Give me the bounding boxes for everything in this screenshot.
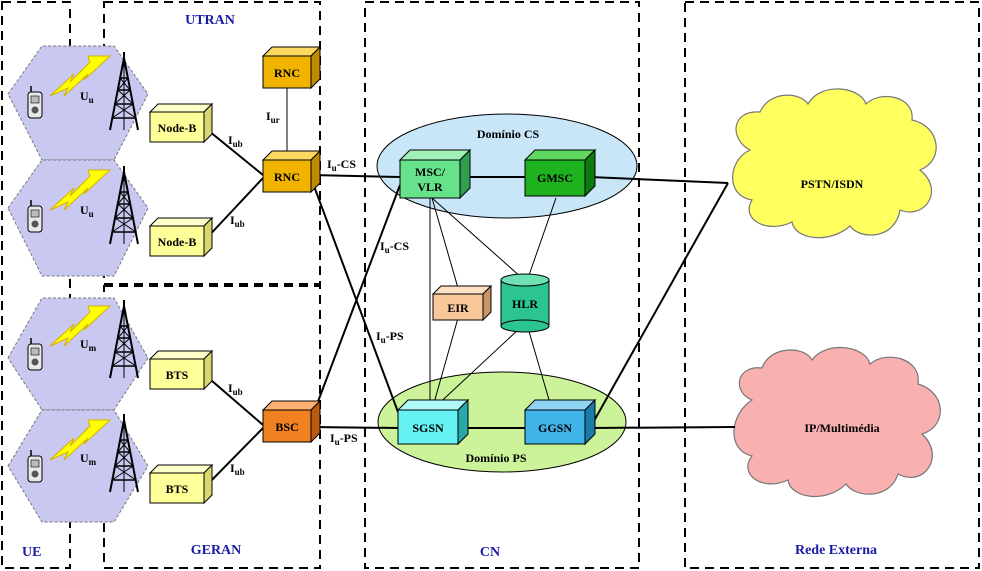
ue-region-title: UE — [22, 545, 42, 560]
bts-1-box[interactable] — [150, 351, 212, 389]
iub-interface-label: $I_{ub}$ — [230, 461, 245, 477]
msc-vlr-label-line2: VLR — [417, 180, 443, 194]
ip-cloud-label: IP/Multimédia — [804, 421, 880, 435]
iu-ps-interface-label: $I_u-PS$ — [330, 431, 358, 447]
iu-ps-interface-label: $I_u-PS$ — [376, 329, 404, 345]
sgsn-box[interactable] — [398, 400, 468, 444]
pstn-cloud-label: PSTN/ISDN — [800, 177, 864, 191]
ggsn-label: GGSN — [537, 421, 573, 435]
link-bts1-bsc — [204, 374, 263, 425]
rnc-top-box[interactable] — [263, 47, 320, 88]
bsc-label: BSC — [275, 420, 299, 434]
bts-2-box[interactable] — [150, 465, 212, 503]
gmsc-box[interactable] — [525, 150, 595, 196]
eir-box[interactable] — [433, 286, 491, 320]
rnc-main-label: RNC — [274, 170, 300, 184]
link-rnc-sgsn — [311, 178, 398, 412]
eir-label: EIR — [447, 301, 469, 315]
iub-interface-label: $I_{ub}$ — [228, 381, 243, 397]
rnc-main-box[interactable] — [263, 151, 320, 192]
cs-domain-label: Domínio CS — [476, 127, 540, 141]
link-bsc-msc — [311, 185, 400, 420]
link-nodeb1-rnc — [204, 127, 263, 175]
cn-region-title: CN — [479, 545, 501, 560]
iub-interface-label: $I_{ub}$ — [230, 213, 245, 229]
hlr-label: HLR — [511, 297, 539, 311]
iur-interface-label: $I_{ur}$ — [266, 109, 280, 125]
sgsn-label: SGSN — [412, 421, 444, 435]
pstn-cloud — [733, 89, 937, 238]
ggsn-box[interactable] — [525, 400, 595, 444]
rnc-top-label: RNC — [274, 66, 300, 80]
uu-interface-label: $U_u$ — [80, 203, 94, 219]
um-interface-label: $U_m$ — [80, 337, 97, 353]
hlr-cylinder[interactable] — [501, 274, 549, 332]
iu-cs-interface-label: $I_u-CS$ — [327, 157, 357, 173]
uu-interface-label: $U_u$ — [80, 89, 94, 105]
utran-region-title: UTRAN — [185, 13, 235, 28]
link-ggsn-pstn — [590, 183, 728, 428]
node-b-2-label: Node-B — [157, 235, 197, 249]
geran-region-title: GERAN — [190, 543, 242, 558]
msc-vlr-box[interactable] — [400, 150, 470, 198]
msc-vlr-label-line1: MSC/ — [415, 165, 445, 179]
link-bsc-sgsn — [311, 427, 398, 428]
link-ggsn-ip — [590, 427, 735, 428]
node-b-1-box[interactable] — [150, 104, 212, 142]
external-region-title: Rede Externa — [794, 543, 878, 558]
bts-1-label: BTS — [165, 368, 189, 382]
link-nodeb2-rnc — [204, 178, 263, 241]
node-b-2-box[interactable] — [150, 218, 212, 256]
node-b-1-label: Node-B — [157, 121, 197, 135]
link-bts2-bsc — [204, 428, 263, 488]
ps-domain-label: Domínio PS — [465, 451, 527, 465]
um-interface-label: $U_m$ — [80, 451, 97, 467]
gmsc-label: GMSC — [537, 171, 573, 185]
iu-cs-interface-label: $I_u-CS$ — [380, 239, 410, 255]
bsc-box[interactable] — [263, 401, 320, 442]
bts-2-label: BTS — [165, 482, 189, 496]
iub-interface-label: $I_{ub}$ — [228, 133, 243, 149]
